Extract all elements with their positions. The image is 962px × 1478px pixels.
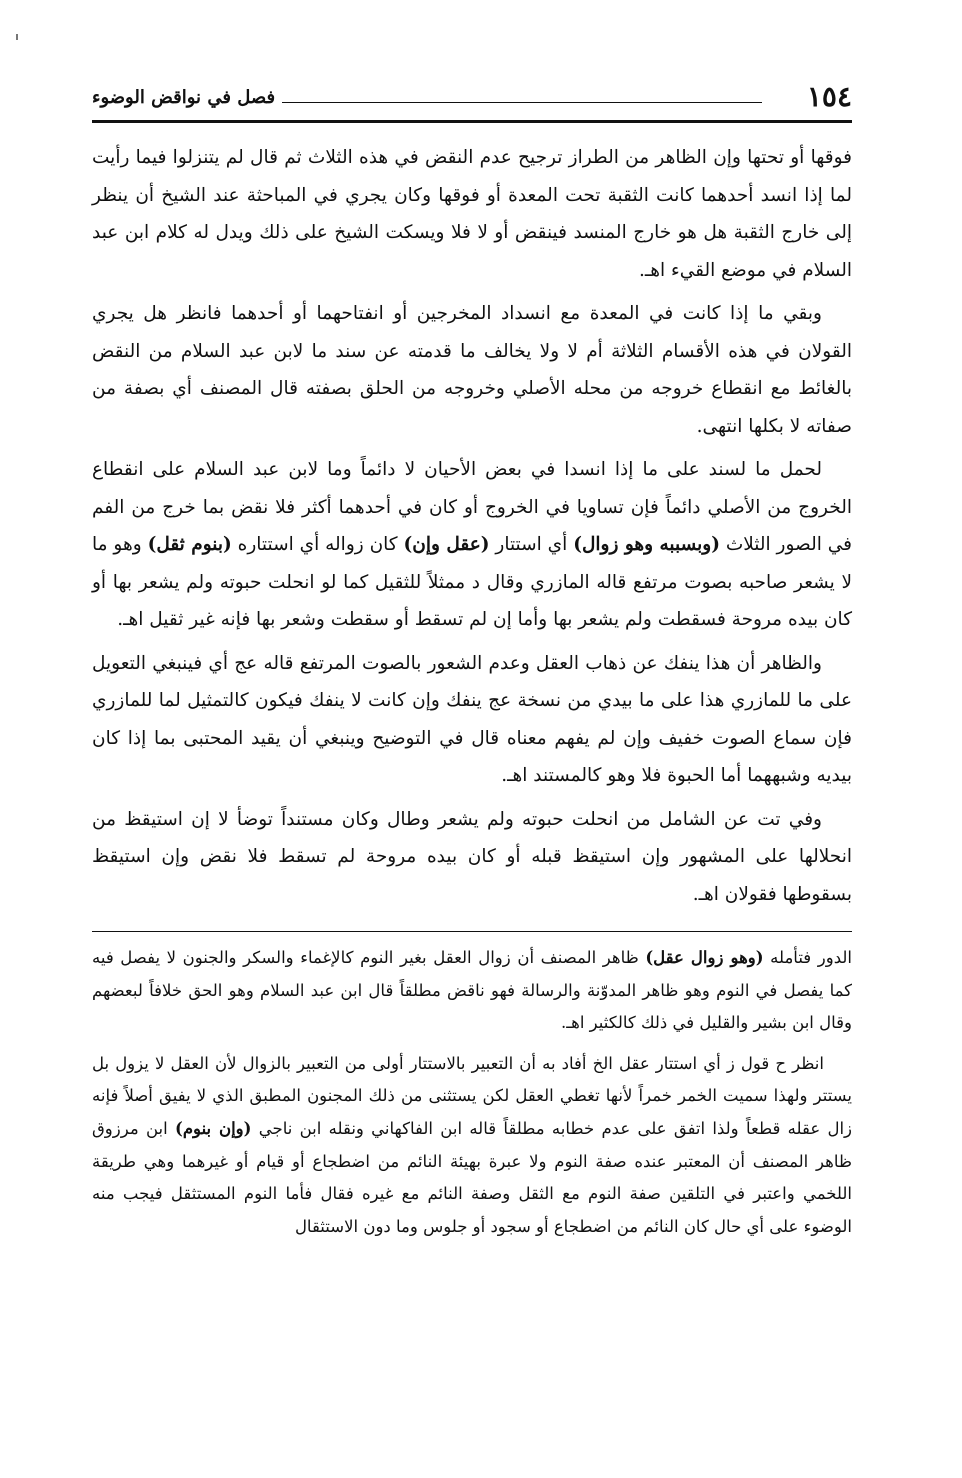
- footnote-separator: [92, 931, 852, 932]
- paragraph-3-text-d: كان زواله أي استتاره: [237, 534, 398, 555]
- matn-quote-binawm-thuql: (بنوم ثقل): [147, 534, 232, 555]
- footnote-1-text-c: ظاهر المصنف أن زوال العقل بغير النوم كالإغماء والسكر والجنون لا يفصل فيه كما يفصل في النوم وهو ظاهر المدوّنة والرسالة فهو ناقض مطلقاً قال ابن عبد السلام وهو الحق خلافاً لبعضهم وقال ابن بشير والقليل في ذلك كالكثير اهـ.: [92, 948, 852, 1033]
- footnote-1: [92, 942, 852, 1040]
- paragraph-2: وبقي ما إذا كانت في المعدة مع انسداد المخرجين أو انفتاحهما أو أحدهما فانظر هل يجري القولان في هذه الأقسام الثلاثة أم لا ولا يخالف ما قدمته عن سند ما لابن عبد السلام من النقض بالغائط مع انقطاع خروجه من محله الأصلي وخروجه من الحلق بصفته قال المصنف أي بصفة من صفاته لا بكلها انتهى.: [92, 303, 852, 437]
- footnotes: [92, 942, 852, 1243]
- paragraph-3-text-e: وهو ما لا يشعر صاحبه بصوت مرتفع قاله المازري وقال د ممثلاً للثقيل كما لو انحلت حبوته ولم يشعر بها أو كان بيده مروحة فسقطت ولم يشعر بها وأما إن لم تسقط أو سقطت وشعر بها فإنه غير ثقيل اهـ.: [91, 534, 852, 630]
- paragraph-3-text-a: لحمل ما لسند على ما إذا انسدا في بعض الأحيان لا دائماً وما لابن عبد السلام على انقطاع الخروج من الأصلي دائماً فإن تساويا في الخروج أو كان في أحدهما أكثر فلا نقض بما خرج من الفم في الصور الثلاث: [92, 459, 852, 555]
- paragraph-1: فوقها أو تحتها وإن الظاهر من الطراز ترجيح عدم النقض في هذه الثلاث ثم قال لم يتنزلوا فيما رأيت لما إذا انسد أحدهما كانت الثقبة تحت المعدة أو فوقها وكان يجري في المباحثة عند الشيخ أن ينظر إلى خارج الثقبة هل هو خارج المنسد فينقض أو لا فلا ويسكت الشيخ على ذلك ويدل له كلام ابن عبد السلام في موضع القيء اهـ.: [92, 147, 852, 281]
- footnote-2-text-a: انظر ح قول ز أي استتار عقل الخ أفاد به أن التعبير بالاستتار أولى من التعبير بالزوال لأن العقل لا يزول بل يستتر ولهذا سميت الخمر خمراً لأنها تغطي العقل لكن يستثنى من ذلك المجنون المطبق الذي لا يفيق أصلاً فإنه زال عقله قطعاً ولذا اتفق على عدم خطابه مطلقاً قاله ابن الفاكهاني ونقله ابن ناجي: [92, 1053, 853, 1138]
- footnote-1-quote: (وهو زوال عقل): [645, 948, 764, 967]
- footnote-1-text-a: الدور فتأمله: [770, 948, 853, 967]
- paragraph-3-text-c: أي استتار: [495, 534, 568, 555]
- paragraph-3: [92, 451, 852, 639]
- header-dash-line: [282, 102, 762, 103]
- paragraph-5: وفي تت عن الشامل من انحلت حبوته ولم يشعر وطال وكان مستنداً توضأ لا إن استيقظ من انحلالها على المشهور وإن استيقظ قبله أو كان بيده مروحة لم تسقط فلا نقض وإن استيقظ بسقوطها فقولان اهـ.: [92, 808, 852, 905]
- header-rule: [92, 120, 852, 123]
- paragraph-4: والظاهر أن هذا ينفك عن ذهاب العقل وعدم الشعور بالصوت المرتفع قاله عج أي فينبغي التعويل على ما للمازري هذا على ما بيدي من نسخة عج ينفك وإن كانت لا ينفك فيكون كالتمثيل لما للمازري فإن سماع الصوت خفيف وإن لم يفهم معناه قال في التوضيح وينبغي أن يقيد المحتبى بما إذا كان بيديه وشبههما أما الحبوة فلا وهو كالمستند اهـ.: [92, 652, 852, 786]
- page-number: ١٥٤: [806, 80, 852, 113]
- page-header: [92, 80, 852, 118]
- main-text: [92, 139, 852, 913]
- footnote-2-quote: (وإن بنوم): [175, 1118, 252, 1138]
- book-page: [92, 80, 852, 1251]
- footnote-2-text-c: ابن مرزوق ظاهر المصنف أن المعتبر عنده صفة النوم ولا عبرة بهيئة النائم من اضطجاع أو قيام أو غيرهما وهي طريقة اللخمي واعتبر في التلقين صفة النوم مع الثقل وصفة النائم مع غيره فقال فأما النوم المستثقل فيجب منه الوضوء على أي حال كان النائم من اضطجاع أو سجود أو جلوس وما دون الاستثقال: [92, 1118, 852, 1236]
- matn-quote-aql-wa-in: (عقل وإن): [403, 534, 490, 555]
- footnote-2: [92, 1048, 852, 1244]
- scan-mark: [16, 34, 18, 40]
- running-title: فصل في نواقض الوضوء: [92, 87, 276, 108]
- matn-quote-wa-bisababihi: (وبسببه وهو زوال): [573, 534, 720, 555]
